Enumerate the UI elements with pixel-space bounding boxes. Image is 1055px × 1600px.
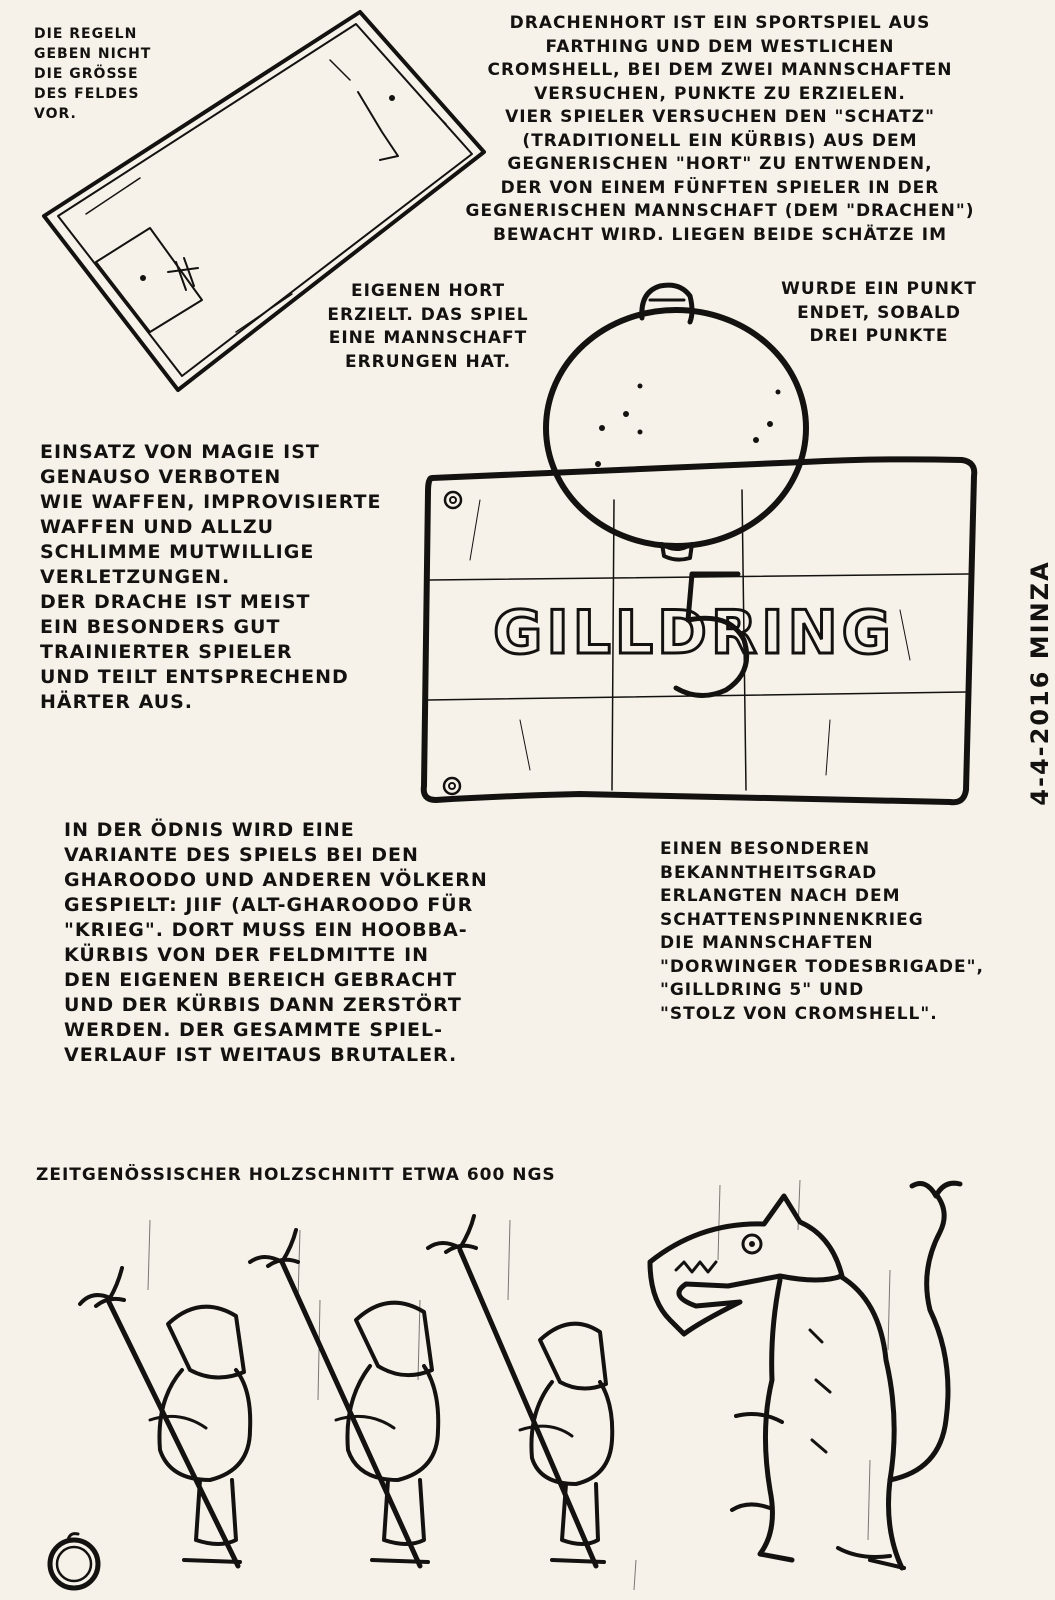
intro-line: BEWACHT WIRD. LIEGEN BEIDE SCHÄTZE IM [492, 224, 948, 245]
variant-line: KÜRBIS VON DER FELDMITTE IN [64, 944, 430, 966]
teams-line: "GILLDRING 5" UND [660, 980, 865, 1000]
magic-rules-line: EINSATZ VON MAGIE IST [40, 441, 320, 463]
woodcut-caption: ZEITGENÖSSISCHER HOLZSCHNITT ETWA 600 NGS [36, 1165, 556, 1185]
intro-left-column [248, 280, 608, 374]
intro-right-line: WURDE EIN PUNKT [781, 279, 977, 299]
teams-line: "STOLZ VON CROMSHELL". [660, 1003, 938, 1024]
banner-text: GILLDRING [493, 598, 895, 668]
variant-line: UND DER KÜRBIS DANN ZERSTÖRT [64, 994, 462, 1016]
variant-line: GESPIELT: JIIF (ALT-GHAROODO FÜR [64, 894, 474, 916]
intro-line: GEGNERISCHEN MANNSCHAFT (DEM "DRACHEN") [465, 201, 975, 221]
teams-line: EINEN BESONDEREN [660, 839, 871, 859]
intro-line: VIER SPIELER VERSUCHEN DEN "SCHATZ" [505, 107, 935, 127]
variant-line: GHAROODO UND ANDEREN VÖLKERN [64, 869, 488, 891]
signature-date: 4-4-2016 MINZA [1026, 560, 1054, 806]
intro-right-line: ENDET, SOBALD [797, 302, 961, 323]
magic-rules-line: UND TEILT ENTSPRECHEND [40, 666, 349, 688]
teams-line: "DORWINGER TODESBRIGADE", [660, 956, 984, 977]
intro-line: VERSUCHEN, PUNKTE ZU ERZIELEN. [534, 83, 906, 104]
intro-right-column [734, 278, 1024, 349]
field-note-line: DES FELDES [34, 86, 140, 102]
magic-rules-line: VERLETZUNGEN. [40, 566, 231, 588]
intro-line: DER VON EINEM FÜNFTEN SPIELER IN DER [500, 177, 940, 198]
teams-line: DIE MANNSCHAFTEN [660, 933, 874, 953]
magic-rules-line: GENAUSO VERBOTEN [40, 466, 282, 488]
field-note-line: DIE GRÖSSE [34, 66, 139, 82]
teams-line: BEKANNTHEITSGRAD [660, 862, 878, 883]
intro-left-line: ERZIELT. DAS SPIEL [327, 304, 529, 325]
variant-line: WERDEN. DER GESAMMTE SPIEL- [64, 1019, 444, 1041]
magic-rules-line: WIE WAFFEN, IMPROVISIERTE [40, 491, 382, 513]
variant-line: VARIANTE DES SPIELS BEI DEN [64, 844, 419, 866]
variant-line: VERLAUF IST WEITAUS BRUTALER. [64, 1044, 458, 1066]
variant-line: DEN EIGENEN BEREICH GEBRACHT [64, 969, 458, 991]
intro-left-line: ERRUNGEN HAT. [344, 351, 512, 372]
teams-line: SCHATTENSPINNENKRIEG [660, 909, 924, 930]
magic-rules-line: DER DRACHE IST MEIST [40, 591, 311, 613]
teams-paragraph [660, 838, 1020, 1026]
intro-left-line: EINE MANNSCHAFT [328, 328, 528, 348]
intro-line: GEGNERISCHEN "HORT" ZU ENTWENDEN, [507, 154, 933, 174]
teams-line: ERLANGTEN NACH DEM [660, 886, 901, 906]
intro-left-line: EIGENEN HORT [350, 281, 506, 301]
variant-line: "KRIEG". DORT MUSS EIN HOOBBA- [64, 919, 468, 941]
intro-right-line: DREI PUNKTE [809, 326, 949, 346]
magic-rules-paragraph [40, 440, 382, 715]
intro-paragraph [420, 12, 1020, 247]
field-note-line: DIE REGELN [34, 26, 138, 42]
intro-line: (TRADITIONELL EIN KÜRBIS) AUS DEM [522, 130, 918, 151]
intro-line: CROMSHELL, BEI DEM ZWEI MANNSCHAFTEN [487, 60, 953, 80]
variant-paragraph [64, 818, 604, 1068]
field-size-note [34, 24, 151, 124]
intro-line: DRACHENHORT IST EIN SPORTSPIEL AUS [509, 13, 931, 33]
intro-line: FARTHING UND DEM WESTLICHEN [545, 36, 895, 57]
field-note-line: GEBEN NICHT [34, 46, 152, 62]
magic-rules-line: EIN BESONDERS GUT [40, 616, 281, 638]
magic-rules-line: HÄRTER AUS. [40, 691, 194, 713]
field-note-line: VOR. [34, 106, 77, 122]
variant-line: IN DER ÖDNIS WIRD EINE [64, 819, 355, 841]
magic-rules-line: TRAINIERTER SPIELER [40, 641, 293, 663]
woodcut-drawing [50, 1180, 960, 1590]
magic-rules-line: WAFFEN UND ALLZU [40, 516, 275, 538]
magic-rules-line: SCHLIMME MUTWILLIGE [40, 541, 315, 563]
